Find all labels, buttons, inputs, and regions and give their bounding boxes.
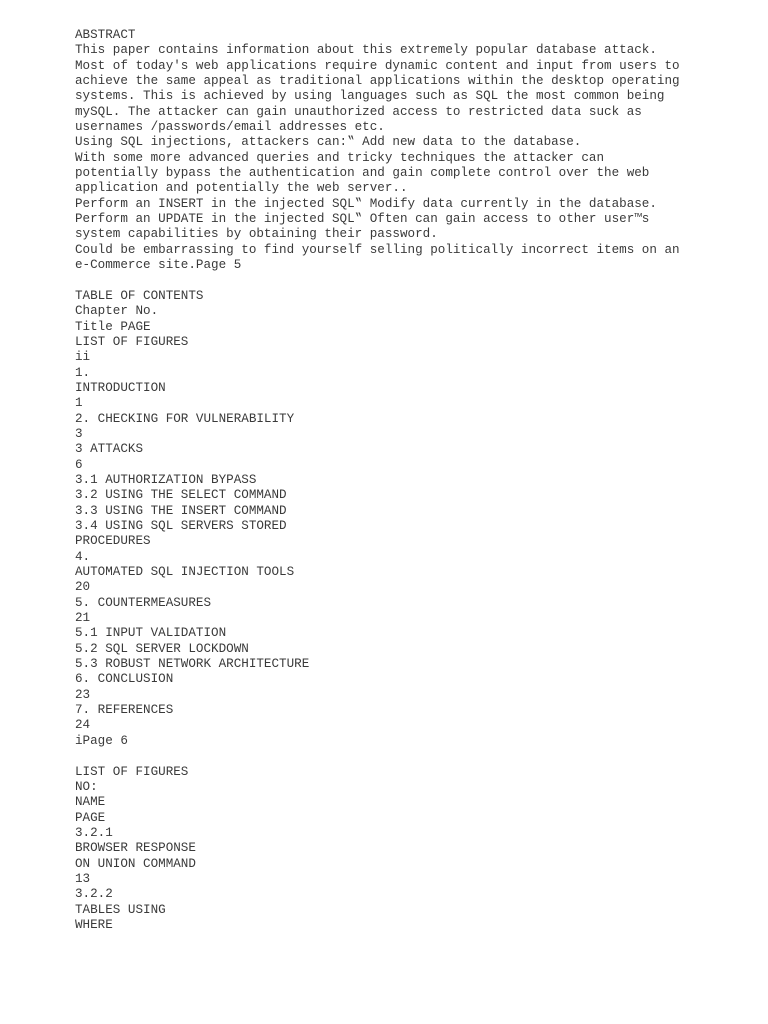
document-page <box>75 28 755 933</box>
abstract-line: Using SQL injections, attackers can:‟ Add new data to the database. <box>75 135 582 150</box>
list-of-figures-section <box>75 765 755 934</box>
toc-line: ii <box>75 350 91 365</box>
abstract-line: Perform an UPDATE in the injected SQL‟ Often can gain access to other user™s <box>75 212 650 227</box>
abstract-line: Most of today's web applications require dynamic content and input from users to <box>75 58 680 73</box>
toc-line: 20 <box>75 580 91 595</box>
toc-line: 3 <box>75 426 83 441</box>
abstract-line: achieve the same appeal as traditional applications within the desktop operating <box>75 74 680 89</box>
toc-line: iPage 6 <box>75 733 128 748</box>
table-of-contents-section <box>75 289 755 749</box>
toc-line: 1 <box>75 396 83 411</box>
section-gap <box>75 274 755 289</box>
toc-line: 5. COUNTERMEASURES <box>75 595 212 610</box>
toc-line: 3.4 USING SQL SERVERS STORED <box>75 519 287 533</box>
figures-line: LIST OF FIGURES <box>75 764 189 779</box>
abstract-line: With some more advanced queries and tricky techniques the attacker can <box>75 150 605 165</box>
toc-line: Chapter No. <box>75 304 159 319</box>
abstract-line: e-Commerce site.Page 5 <box>75 258 242 273</box>
figures-line: WHERE <box>75 917 113 932</box>
toc-line: AUTOMATED SQL INJECTION TOOLS <box>75 565 295 580</box>
toc-line: 4. <box>75 549 91 564</box>
section-gap <box>75 749 755 764</box>
toc-line: 23 <box>75 687 91 702</box>
toc-line: 7. REFERENCES <box>75 703 174 718</box>
abstract-line: systems. This is achieved by using languages such as SQL the most common being <box>75 89 665 104</box>
toc-line: 3 ATTACKS <box>75 442 144 457</box>
toc-line: PROCEDURES <box>75 534 151 549</box>
toc-line: 5.1 INPUT VALIDATION <box>75 626 227 641</box>
figures-line: TABLES USING <box>75 902 166 917</box>
toc-line: 6. CONCLUSION <box>75 672 174 687</box>
abstract-line: This paper contains information about this extremely popular database attack. <box>75 43 657 58</box>
figures-line: 3.2.2 <box>75 887 113 902</box>
abstract-line: mySQL. The attacker can gain unauthorized access to restricted data suck as <box>75 104 642 119</box>
abstract-line: potentially bypass the authentication and gain complete control over the web <box>75 166 650 181</box>
abstract-section <box>75 28 755 274</box>
abstract-line: ABSTRACT <box>75 28 136 42</box>
figures-line: PAGE <box>75 810 106 825</box>
toc-line: LIST OF FIGURES <box>75 334 189 349</box>
toc-line: TABLE OF CONTENTS <box>75 288 204 303</box>
toc-line: 24 <box>75 718 91 733</box>
figures-line: ON UNION COMMAND <box>75 856 196 871</box>
toc-line: INTRODUCTION <box>75 380 166 395</box>
figures-line: 13 <box>75 871 91 886</box>
figures-line: BROWSER RESPONSE <box>75 841 196 856</box>
toc-line: 2. CHECKING FOR VULNERABILITY <box>75 411 295 426</box>
toc-line: 5.3 ROBUST NETWORK ARCHITECTURE <box>75 657 310 672</box>
toc-line: 3.1 AUTHORIZATION BYPASS <box>75 472 257 487</box>
toc-line: 6 <box>75 457 83 472</box>
toc-line: 5.2 SQL SERVER LOCKDOWN <box>75 641 249 656</box>
figures-line: NAME <box>75 795 106 810</box>
figures-line: 3.2.1 <box>75 825 113 840</box>
abstract-line: usernames /passwords/email addresses etc. <box>75 120 385 135</box>
figures-line: NO: <box>75 779 98 794</box>
toc-line: Title PAGE <box>75 319 151 334</box>
abstract-line: Perform an INSERT in the injected SQL‟ Modify data currently in the database. <box>75 196 657 211</box>
toc-line: 3.2 USING THE SELECT COMMAND <box>75 488 287 503</box>
abstract-line: Could be embarrassing to find yourself selling politically incorrect items on an <box>75 242 680 257</box>
abstract-line: application and potentially the web server.. <box>75 181 408 196</box>
toc-line: 1. <box>75 365 91 380</box>
toc-line: 3.3 USING THE INSERT COMMAND <box>75 503 287 518</box>
toc-line: 21 <box>75 611 91 626</box>
abstract-line: system capabilities by obtaining their password. <box>75 227 438 242</box>
